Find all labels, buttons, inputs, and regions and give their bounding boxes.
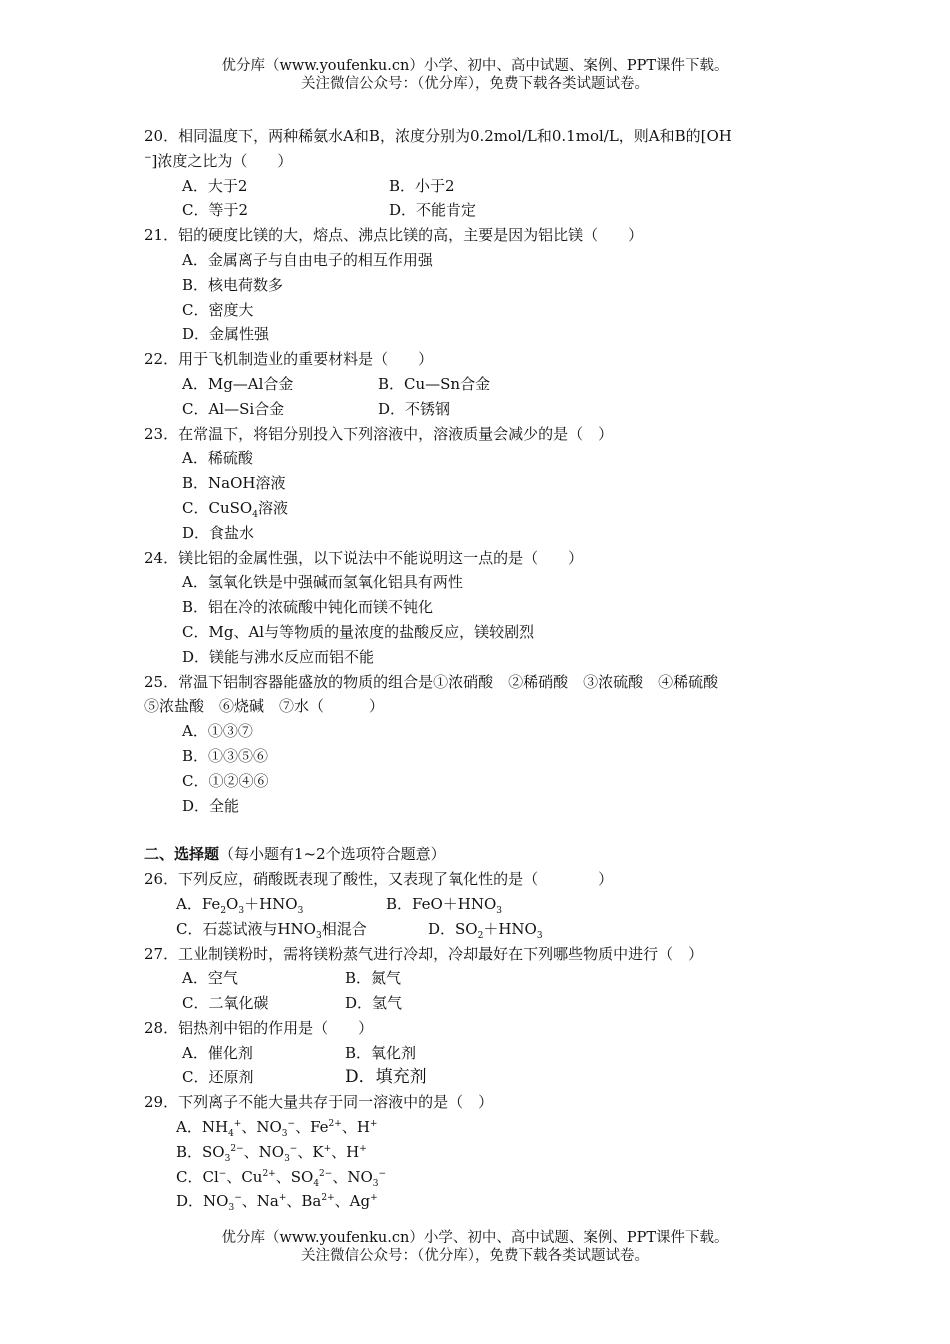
question-27 (144, 942, 804, 1016)
option-a: A．稀硫酸 (182, 449, 253, 468)
question-20-options-row-2 (144, 198, 804, 223)
option-c: C．二氧化碳 (182, 994, 269, 1013)
option-b: B．$SO_3^{2-}$、$NO_3^-$、K+、H+ (176, 1142, 367, 1164)
question-20 (144, 124, 804, 223)
option-a: A．Mg—Al合金 (182, 374, 294, 393)
question-20-stem-2: −]浓度之比为（ ） (144, 151, 293, 170)
footer-line-1: 优分库（www.youfenku.cn）小学、初中、高中试题、案例、PPT课件下载。 (221, 1230, 729, 1246)
option-b: B．Cu—Sn合金 (378, 374, 491, 393)
question-25-stem-1: 25．常温下铝制容器能盛放的物质的组合是①浓硝酸 ②稀硝酸 ③浓硫酸 ④稀硫酸 (144, 672, 719, 691)
question-24 (144, 546, 804, 670)
question-23-stem: 23．在常温下，将铝分别投入下列溶液中，溶液质量会减少的是（ ） (144, 424, 614, 443)
option-d: D．不能肯定 (389, 201, 477, 220)
option-c: C．Cl−、$Cu^{2+}$、$SO_4^{2-}$、$NO_3^-$ (176, 1167, 387, 1189)
option-b: B．铝在冷的浓硫酸中钝化而镁不钝化 (182, 598, 434, 617)
question-26 (144, 867, 804, 941)
option-a: A．催化剂 (182, 1043, 253, 1062)
question-28 (144, 1016, 804, 1090)
option-b: B．核电荷数多 (182, 275, 284, 294)
option-c: C．①②④⑥ (182, 771, 269, 790)
footer-line-2: 关注微信公众号：（优分库），免费下载各类试题试卷。 (301, 1248, 649, 1264)
question-20-options-row-1 (144, 174, 804, 199)
page-footer (0, 1229, 950, 1265)
question-29 (144, 1090, 804, 1214)
option-a: A．金属离子与自由电子的相互作用强 (182, 250, 433, 269)
question-list (144, 124, 804, 1214)
section-2-title: 二、选择题 (144, 845, 220, 864)
option-a: A．空气 (182, 969, 238, 988)
question-22-options-row-2 (144, 397, 804, 422)
question-20-stem-1: 20．相同温度下，两种稀氨水A和B，浓度分别为0.2mol/L和0.1mol/L，则A和B的[OH (144, 127, 732, 145)
question-21 (144, 223, 804, 347)
question-21-stem: 21．铝的硬度比镁的大，熔点、沸点比镁的高，主要是因为铝比镁（ ） (144, 226, 644, 245)
option-a: A．①③⑦ (182, 722, 253, 741)
option-b: B．NaOH溶液 (182, 474, 286, 493)
option-b: B．$FeO+HNO_3$ (386, 894, 503, 916)
page-header (0, 57, 950, 93)
question-26-stem: 26．下列反应，硝酸既表现了酸性，又表现了氧化性的是（ ） (144, 870, 614, 889)
option-c: C．Mg、Al与等物质的量浓度的盐酸反应，镁较剧烈 (182, 622, 535, 641)
option-c: C．等于2 (182, 201, 249, 220)
option-d: D．金属性强 (182, 325, 270, 344)
option-a: A．大于2 (182, 176, 248, 195)
option-d: D．全能 (182, 796, 240, 815)
question-27-stem: 27．工业制镁粉时，需将镁粉蒸气进行冷却，冷却最好在下列哪些物质中进行（ ） (144, 944, 704, 963)
option-d: D．$NO_3^-$、Na+、$Ba^{2+}$、Ag+ (176, 1192, 378, 1214)
option-b: B．小于2 (389, 176, 455, 195)
option-a: A．$Fe_2O_3+HNO_3$ (176, 894, 304, 916)
question-26-options-row-1 (144, 892, 804, 917)
section-2-heading (144, 842, 804, 867)
option-d: D．氢气 (345, 994, 403, 1013)
question-25 (144, 670, 804, 819)
question-27-options-row-1 (144, 966, 804, 991)
question-27-options-row-2 (144, 991, 804, 1016)
option-c: C．密度大 (182, 300, 254, 319)
option-a: A．氢氧化铁是中强碱而氢氧化铝具有两性 (182, 573, 463, 592)
option-a: A．$NH_4^+$、$NO_3^-$、$Fe^{2+}$、H+ (176, 1118, 378, 1140)
question-22-stem: 22．用于飞机制造业的重要材料是（ ） (144, 350, 434, 369)
header-line-1: 优分库（www.youfenku.cn）小学、初中、高中试题、案例、PPT课件下载。 (221, 58, 729, 74)
option-b: B．氮气 (345, 969, 402, 988)
option-d: D．食盐水 (182, 523, 255, 542)
option-d: D．镁能与沸水反应而铝不能 (182, 647, 375, 666)
question-22 (144, 347, 804, 421)
option-b: B．氧化剂 (345, 1043, 417, 1062)
section-2-note: （每小题有1~2个选项符合题意） (219, 845, 446, 864)
option-c: C．石蕊试液与$HNO_3$相混合 (176, 919, 367, 941)
option-d: D．填充剂 (345, 1067, 427, 1088)
question-28-stem: 28．铝热剂中铝的作用是（ ） (144, 1018, 374, 1037)
option-c: C．还原剂 (182, 1068, 254, 1087)
question-22-options-row-1 (144, 372, 804, 397)
header-line-2: 关注微信公众号：（优分库），免费下载各类试题试卷。 (301, 76, 649, 92)
option-d: D．不锈钢 (378, 399, 451, 418)
option-c: C．Al—Si合金 (182, 399, 285, 418)
question-26-options-row-2 (144, 917, 804, 942)
question-29-stem: 29．下列离子不能大量共存于同一溶液中的是（ ） (144, 1093, 494, 1112)
question-23 (144, 422, 804, 546)
question-28-options-row-2 (144, 1065, 804, 1090)
option-b: B．①③⑤⑥ (182, 746, 269, 765)
question-24-stem: 24．镁比铝的金属性强，以下说法中不能说明这一点的是（ ） (144, 548, 584, 567)
question-25-stem-2: ⑤浓盐酸 ⑥烧碱 ⑦水（ ） (144, 697, 385, 716)
option-c: C．CuSO$_4$溶液 (182, 498, 288, 520)
question-28-options-row-1 (144, 1041, 804, 1066)
option-d: D．$SO_2+HNO_3$ (428, 919, 543, 941)
